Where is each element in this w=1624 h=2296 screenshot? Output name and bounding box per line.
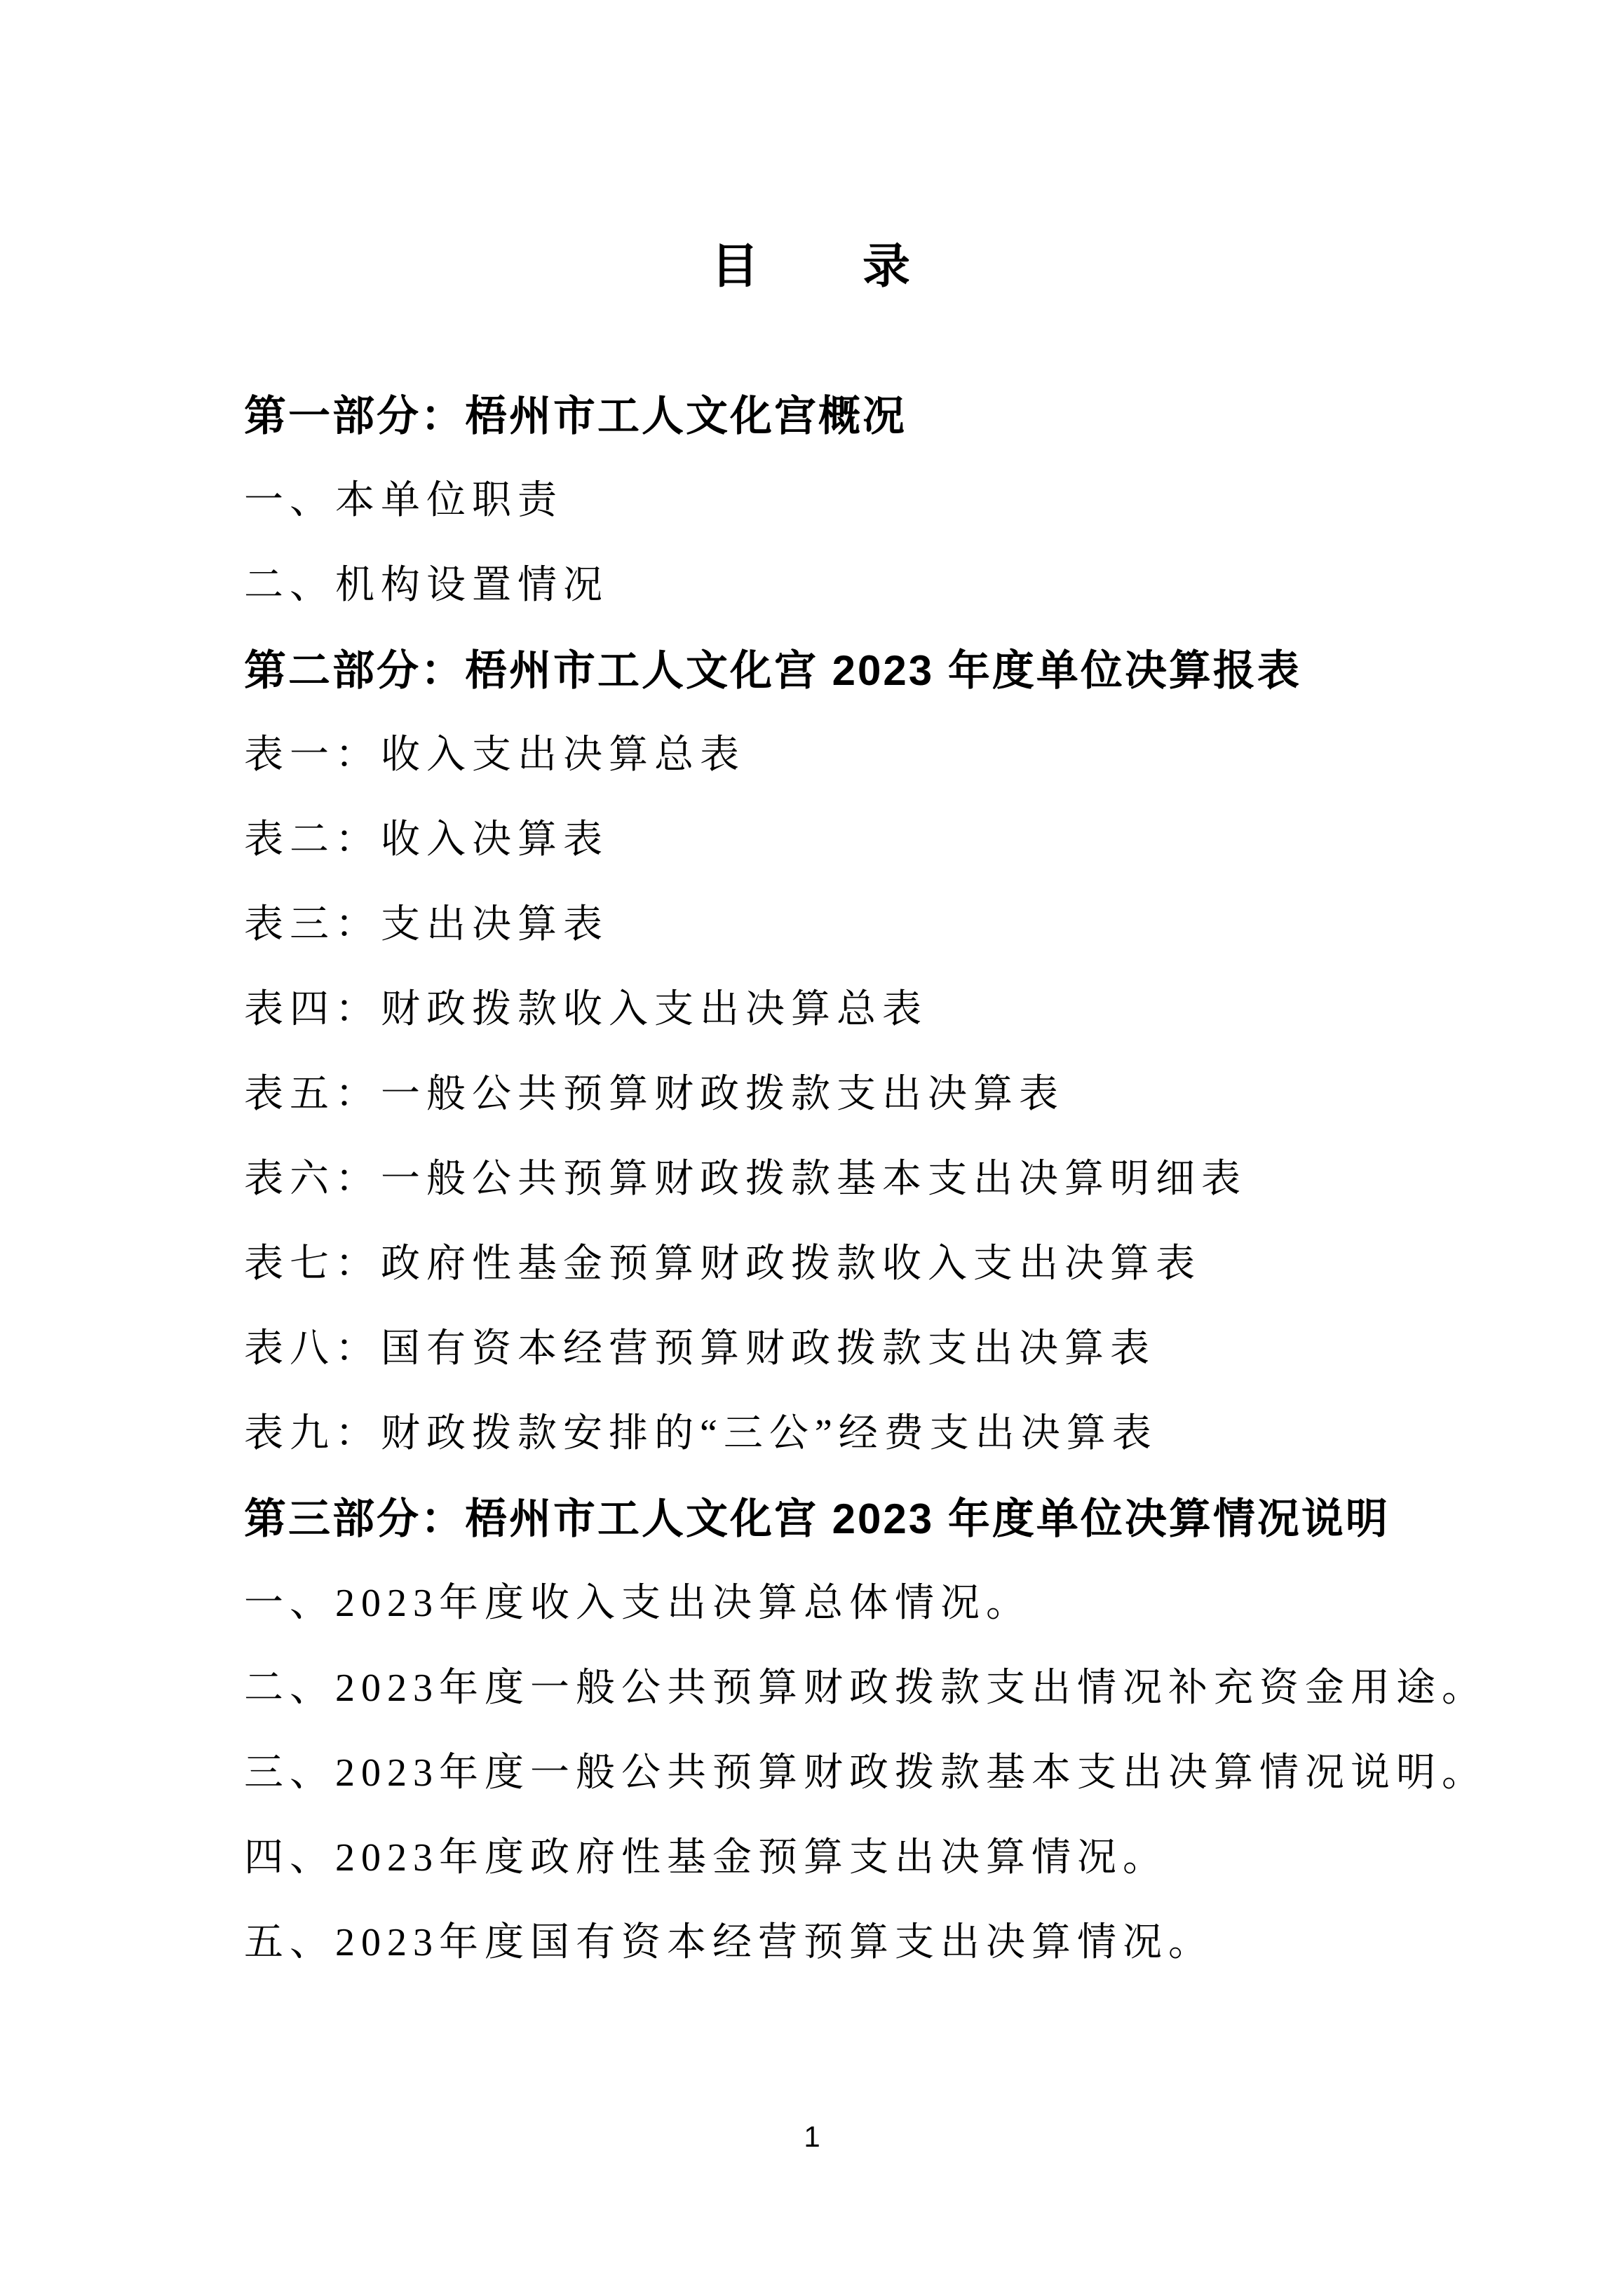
toc-item: 表七：政府性基金预算财政拨款收入支出决算表 <box>244 1242 1201 1286</box>
toc-item: 二、2023年度一般公共预算财政拨款支出情况补充资金用途。 <box>244 1666 1487 1710</box>
toc-item: 表五：一般公共预算财政拨款支出决算表 <box>244 1073 1064 1116</box>
toc-item: 表九：财政拨款安排的“三公”经费支出决算表 <box>244 1412 1158 1455</box>
table-of-contents <box>244 374 1487 1985</box>
toc-section-heading-part3: 第三部分：梧州市工人文化宫 2023 年度单位决算情况说明 <box>244 1495 1390 1542</box>
toc-section-heading-part1: 第一部分：梧州市工人文化宫概况 <box>244 393 907 440</box>
toc-section-heading-part2: 第二部分：梧州市工人文化宫 2023 年度单位决算报表 <box>244 647 1301 694</box>
page-number: 1 <box>804 2120 820 2153</box>
toc-item: 一、本单位职责 <box>244 479 563 522</box>
toc-item: 五、2023年度国有资本经营预算支出决算情况。 <box>244 1921 1214 1964</box>
toc-item: 表六：一般公共预算财政拨款基本支出决算明细表 <box>244 1157 1247 1201</box>
page-title: 目 录 <box>710 239 913 293</box>
toc-item: 表三：支出决算表 <box>244 903 609 946</box>
toc-item: 三、2023年度一般公共预算财政拨款基本支出决算情况说明。 <box>244 1751 1487 1795</box>
toc-item: 表二：收入决算表 <box>244 818 609 862</box>
toc-item: 表八：国有资本经营预算财政拨款支出决算表 <box>244 1327 1156 1371</box>
toc-item: 一、2023年度收入支出决算总体情况。 <box>244 1582 1031 1625</box>
toc-item: 二、机构设置情况 <box>244 564 609 607</box>
toc-item: 表四：财政拨款收入支出决算总表 <box>244 988 928 1031</box>
toc-item: 表一：收入支出决算总表 <box>244 733 745 777</box>
toc-item: 四、2023年度政府性基金预算支出决算情况。 <box>244 1836 1168 1880</box>
